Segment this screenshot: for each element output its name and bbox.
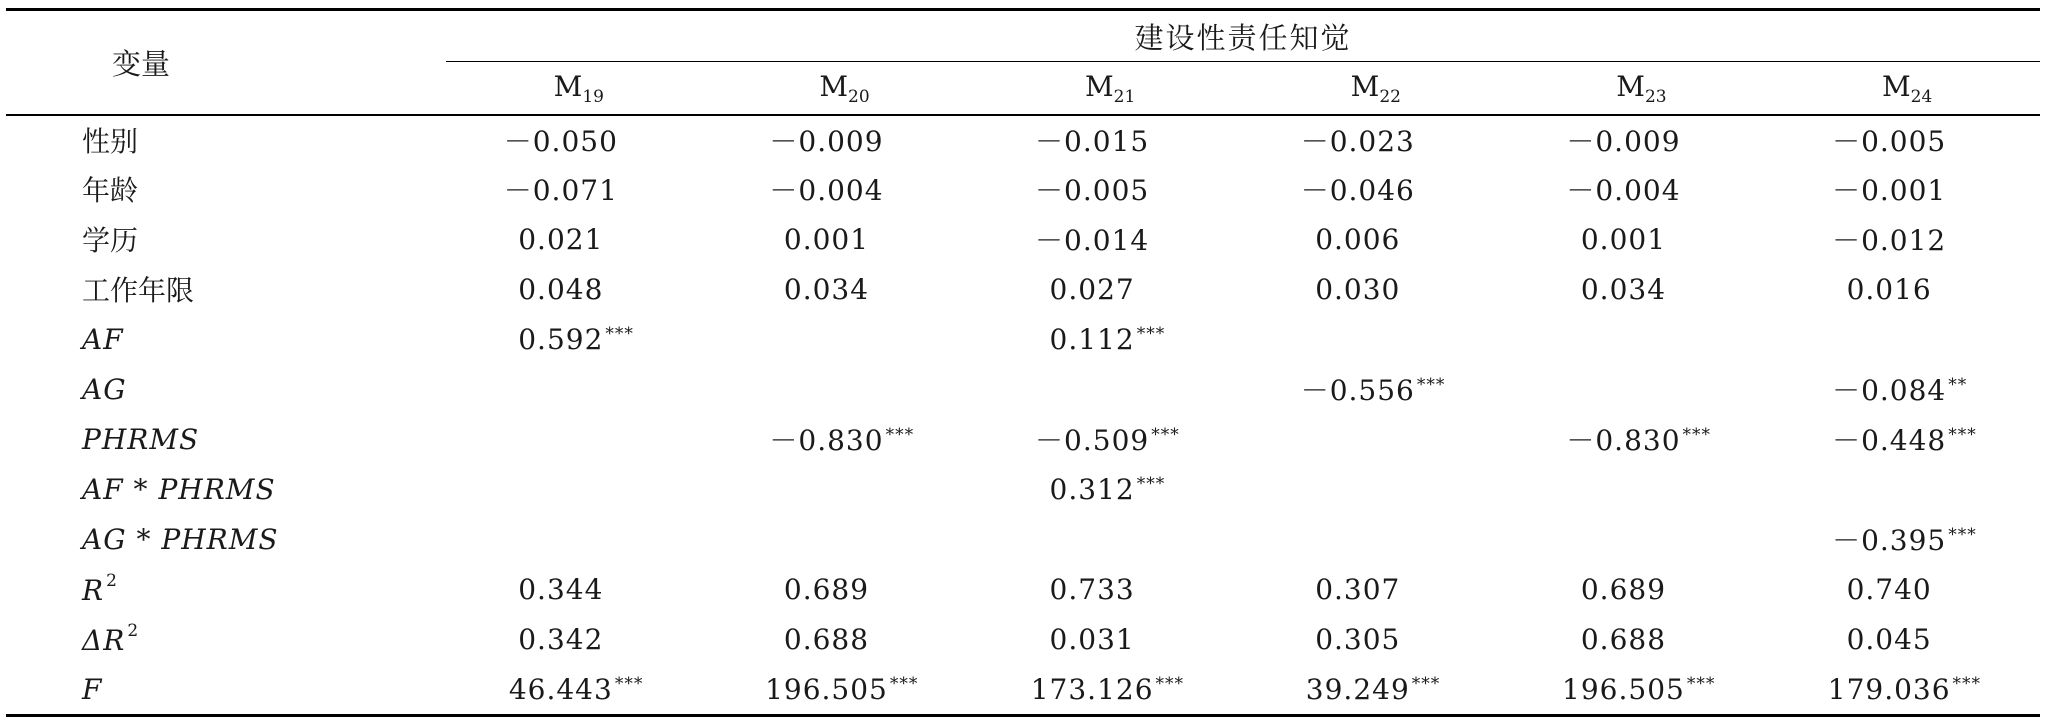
coefficient-cell bbox=[1243, 664, 1509, 716]
regression-table bbox=[6, 8, 2040, 717]
coefficient-value: －0.071 bbox=[503, 174, 618, 207]
significance-stars: *** bbox=[1136, 473, 1166, 494]
coefficient-value: 196.505 bbox=[765, 672, 888, 706]
coefficient-cell bbox=[1243, 264, 1509, 314]
model-name: M bbox=[1084, 69, 1114, 103]
coefficient-value: 0.006 bbox=[1315, 222, 1401, 256]
model-subscript: 21 bbox=[1113, 86, 1136, 107]
coefficient-value: －0.830 bbox=[1566, 424, 1681, 457]
coefficient-cell bbox=[1243, 414, 1509, 464]
coefficient-cell bbox=[1774, 214, 2040, 264]
model-header-5 bbox=[1774, 62, 2040, 116]
coefficient-cell bbox=[1243, 214, 1509, 264]
coefficient-cell bbox=[446, 214, 712, 264]
significance-stars: *** bbox=[1411, 673, 1441, 694]
coefficient-cell bbox=[1243, 614, 1509, 664]
variable-name: 性别 bbox=[82, 125, 139, 158]
coefficient-value: 0.027 bbox=[1049, 272, 1135, 306]
significance-stars: *** bbox=[889, 673, 919, 694]
coefficient-value: －0.001 bbox=[1832, 174, 1947, 207]
significance-stars: *** bbox=[1686, 673, 1716, 694]
significance-stars: *** bbox=[1155, 673, 1185, 694]
variable-label bbox=[6, 364, 446, 414]
coefficient-value: 0.733 bbox=[1049, 572, 1135, 606]
coefficient-cell bbox=[977, 414, 1243, 464]
model-name: M bbox=[553, 69, 583, 103]
coefficient-cell bbox=[977, 564, 1243, 614]
dependent-variable-header: 建设性责任知觉 bbox=[1134, 20, 1352, 55]
coefficient-value: －0.004 bbox=[769, 174, 884, 207]
variable-label bbox=[6, 164, 446, 214]
model-subscript: 24 bbox=[1910, 86, 1933, 107]
coefficient-cell bbox=[1243, 364, 1509, 414]
table-row bbox=[6, 614, 2040, 664]
coefficient-cell bbox=[1243, 514, 1509, 564]
coefficient-value: －0.023 bbox=[1300, 125, 1415, 158]
coefficient-cell bbox=[977, 264, 1243, 314]
coefficient-value: －0.448 bbox=[1832, 424, 1947, 457]
coefficient-cell bbox=[712, 115, 978, 164]
coefficient-cell bbox=[712, 164, 978, 214]
table-body bbox=[6, 115, 2040, 716]
model-subscript: 19 bbox=[582, 86, 604, 107]
coefficient-value: 0.034 bbox=[1580, 272, 1667, 306]
coefficient-cell bbox=[712, 414, 978, 464]
variable-label bbox=[6, 514, 446, 564]
model-name: M bbox=[1616, 69, 1645, 103]
coefficient-value: 196.505 bbox=[1562, 672, 1685, 706]
model-subscript: 20 bbox=[848, 86, 870, 107]
variable-label bbox=[6, 614, 446, 664]
coefficient-value: 0.312 bbox=[1049, 472, 1135, 506]
coefficient-cell bbox=[1509, 214, 1775, 264]
coefficient-cell bbox=[1509, 364, 1775, 414]
coefficient-value: 0.045 bbox=[1846, 622, 1932, 656]
model-header-4 bbox=[1509, 62, 1775, 116]
table-row bbox=[6, 564, 2040, 614]
coefficient-cell bbox=[1509, 564, 1775, 614]
table-row bbox=[6, 264, 2040, 314]
coefficient-value: －0.084 bbox=[1832, 374, 1947, 407]
coefficient-cell bbox=[446, 314, 712, 364]
significance-stars: *** bbox=[1151, 425, 1180, 445]
coefficient-cell bbox=[977, 464, 1243, 514]
coefficient-cell bbox=[712, 364, 978, 414]
variable-label bbox=[6, 464, 446, 514]
variable-name: PHRMS bbox=[82, 422, 200, 456]
variable-label bbox=[6, 214, 446, 264]
coefficient-value: 0.342 bbox=[518, 622, 604, 656]
coefficient-value: －0.012 bbox=[1832, 224, 1947, 257]
coefficient-cell bbox=[1509, 264, 1775, 314]
coefficient-value: 0.034 bbox=[783, 272, 870, 306]
coefficient-cell bbox=[1509, 514, 1775, 564]
model-header-0 bbox=[446, 62, 712, 116]
coefficient-value: 0.021 bbox=[518, 222, 604, 256]
variable-name: ΔR bbox=[82, 624, 126, 657]
coefficient-cell bbox=[446, 564, 712, 614]
coefficient-value: 0.112 bbox=[1049, 322, 1135, 356]
table-row bbox=[6, 664, 2040, 716]
coefficient-cell bbox=[446, 464, 712, 514]
coefficient-cell bbox=[1243, 314, 1509, 364]
coefficient-value: 46.443 bbox=[508, 672, 613, 706]
coefficient-cell bbox=[977, 115, 1243, 164]
coefficient-cell bbox=[1774, 464, 2040, 514]
coefficient-value: 0.001 bbox=[1580, 222, 1667, 256]
coefficient-cell bbox=[1774, 414, 2040, 464]
significance-stars: *** bbox=[605, 323, 634, 344]
variable-name: AF bbox=[82, 322, 124, 356]
table-header bbox=[6, 10, 2040, 116]
variable-label bbox=[6, 115, 446, 164]
coefficient-cell bbox=[977, 314, 1243, 364]
coefficient-value: －0.009 bbox=[769, 125, 884, 158]
variable-label bbox=[6, 664, 446, 716]
coefficient-cell bbox=[446, 115, 712, 164]
coefficient-cell bbox=[446, 664, 712, 716]
coefficient-cell bbox=[1509, 614, 1775, 664]
coefficient-value: 0.030 bbox=[1315, 272, 1401, 306]
model-subscript: 23 bbox=[1644, 86, 1667, 107]
table-row bbox=[6, 464, 2040, 514]
coefficient-value: 0.031 bbox=[1049, 622, 1135, 656]
coefficient-cell bbox=[1243, 464, 1509, 514]
coefficient-cell bbox=[1774, 364, 2040, 414]
coefficient-value: 0.740 bbox=[1846, 572, 1932, 606]
coefficient-cell bbox=[977, 164, 1243, 214]
coefficient-cell bbox=[1509, 664, 1775, 716]
coefficient-value: －0.830 bbox=[769, 424, 884, 457]
significance-stars: ** bbox=[1948, 375, 1968, 395]
variable-name: 工作年限 bbox=[82, 274, 195, 307]
variable-name: R bbox=[82, 574, 105, 607]
coefficient-cell bbox=[1243, 164, 1509, 214]
coefficient-cell bbox=[1774, 115, 2040, 164]
variable-superscript: 2 bbox=[106, 571, 118, 591]
table-row bbox=[6, 314, 2040, 364]
coefficient-cell bbox=[446, 514, 712, 564]
coefficient-cell bbox=[977, 664, 1243, 716]
coefficient-value: －0.050 bbox=[503, 125, 618, 158]
coefficient-value: －0.005 bbox=[1832, 125, 1947, 158]
variable-label bbox=[6, 314, 446, 364]
coefficient-value: 0.688 bbox=[1580, 622, 1667, 656]
table-row bbox=[6, 115, 2040, 164]
coefficient-value: －0.005 bbox=[1035, 174, 1150, 207]
coefficient-value: 0.344 bbox=[518, 572, 604, 606]
coefficient-value: －0.556 bbox=[1300, 374, 1415, 407]
coefficient-value: 179.036 bbox=[1827, 672, 1951, 706]
coefficient-cell bbox=[446, 264, 712, 314]
table-row bbox=[6, 414, 2040, 464]
model-name: M bbox=[1350, 69, 1380, 103]
model-subscript: 22 bbox=[1379, 86, 1401, 107]
model-name: M bbox=[819, 69, 848, 103]
model-name: M bbox=[1881, 69, 1911, 103]
coefficient-cell bbox=[1509, 464, 1775, 514]
coefficient-cell bbox=[446, 364, 712, 414]
coefficient-cell bbox=[977, 514, 1243, 564]
coefficient-cell bbox=[712, 514, 978, 564]
coefficient-value: 0.688 bbox=[783, 622, 870, 656]
coefficient-value: 0.305 bbox=[1315, 622, 1401, 656]
variable-column-header: 变量 bbox=[6, 10, 446, 116]
coefficient-value: 39.249 bbox=[1305, 672, 1410, 706]
coefficient-cell bbox=[1509, 414, 1775, 464]
coefficient-cell bbox=[712, 664, 978, 716]
coefficient-cell bbox=[977, 214, 1243, 264]
significance-stars: *** bbox=[1136, 323, 1166, 344]
variable-superscript: 2 bbox=[127, 621, 140, 641]
coefficient-cell bbox=[977, 364, 1243, 414]
table-row bbox=[6, 164, 2040, 214]
variable-name: AG * PHRMS bbox=[82, 522, 279, 556]
coefficient-cell bbox=[446, 414, 712, 464]
coefficient-cell bbox=[1509, 164, 1775, 214]
coefficient-cell bbox=[1774, 564, 2040, 614]
model-header-1 bbox=[712, 62, 978, 116]
coefficient-cell bbox=[1243, 564, 1509, 614]
variable-name: 年龄 bbox=[82, 174, 139, 207]
coefficient-value: 0.689 bbox=[1580, 572, 1667, 606]
coefficient-cell bbox=[1774, 314, 2040, 364]
variable-name: AF * PHRMS bbox=[82, 472, 276, 506]
coefficient-value: 0.016 bbox=[1846, 272, 1932, 306]
variable-label bbox=[6, 264, 446, 314]
coefficient-value: 0.001 bbox=[783, 222, 870, 256]
coefficient-value: －0.004 bbox=[1566, 174, 1681, 207]
model-header-3 bbox=[1243, 62, 1509, 116]
coefficient-value: 0.592 bbox=[518, 322, 604, 356]
coefficient-value: 0.307 bbox=[1315, 572, 1401, 606]
coefficient-cell bbox=[712, 264, 978, 314]
coefficient-cell bbox=[1509, 115, 1775, 164]
coefficient-value: －0.509 bbox=[1035, 424, 1150, 457]
coefficient-cell bbox=[712, 314, 978, 364]
significance-stars: *** bbox=[1416, 375, 1446, 395]
coefficient-cell bbox=[977, 614, 1243, 664]
significance-stars: *** bbox=[1952, 673, 1982, 694]
coefficient-value: －0.009 bbox=[1566, 125, 1681, 158]
variable-name: F bbox=[82, 672, 103, 706]
coefficient-value: －0.395 bbox=[1832, 524, 1947, 557]
coefficient-cell bbox=[712, 464, 978, 514]
coefficient-cell bbox=[446, 614, 712, 664]
coefficient-cell bbox=[1774, 664, 2040, 716]
coefficient-value: 0.689 bbox=[783, 572, 870, 606]
significance-stars: *** bbox=[1948, 425, 1977, 445]
variable-label bbox=[6, 564, 446, 614]
significance-stars: *** bbox=[614, 673, 644, 694]
coefficient-cell bbox=[1774, 514, 2040, 564]
table-row bbox=[6, 214, 2040, 264]
coefficient-value: －0.015 bbox=[1035, 125, 1150, 158]
coefficient-cell bbox=[1774, 164, 2040, 214]
coefficient-cell bbox=[712, 614, 978, 664]
coefficient-value: －0.046 bbox=[1300, 174, 1415, 207]
coefficient-value: 173.126 bbox=[1030, 672, 1154, 706]
variable-name: AG bbox=[82, 372, 127, 406]
coefficient-value: 0.048 bbox=[518, 272, 604, 306]
table-row bbox=[6, 514, 2040, 564]
coefficient-cell bbox=[1509, 314, 1775, 364]
model-header-2 bbox=[977, 62, 1243, 116]
coefficient-cell bbox=[446, 164, 712, 214]
significance-stars: *** bbox=[1682, 425, 1712, 445]
coefficient-cell bbox=[1243, 115, 1509, 164]
variable-label bbox=[6, 414, 446, 464]
coefficient-cell bbox=[1774, 614, 2040, 664]
coefficient-cell bbox=[1774, 264, 2040, 314]
variable-name: 学历 bbox=[82, 224, 139, 257]
table-row bbox=[6, 364, 2040, 414]
coefficient-cell bbox=[712, 564, 978, 614]
significance-stars: *** bbox=[1948, 525, 1977, 545]
coefficient-value: －0.014 bbox=[1035, 224, 1150, 257]
significance-stars: *** bbox=[885, 425, 915, 445]
coefficient-cell bbox=[712, 214, 978, 264]
